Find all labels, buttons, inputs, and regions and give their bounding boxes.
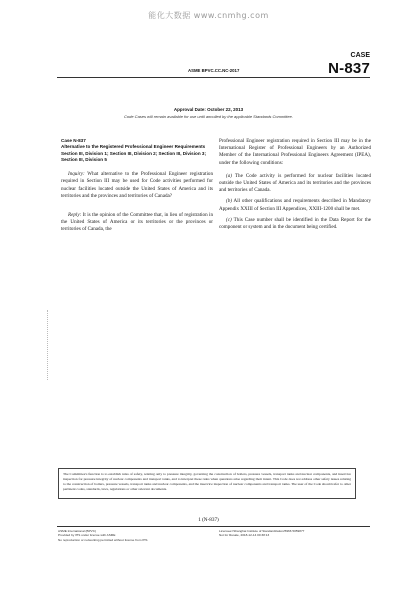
approval-date: Approval Date: October 22, 2013 [173, 107, 244, 112]
header-rule [57, 77, 370, 78]
case-number: N-837 [328, 60, 370, 77]
footer-left-line: No reproduction or networking permitted without license from IHS [58, 537, 148, 542]
condition-item [219, 217, 371, 231]
case-label: CASE [350, 52, 370, 59]
committee-function-box: The Committee's function is to establish rules of safety, relating only to pressure integrity, governing the construction of boilers, pressure vessels, transport tanks and nuclear components, and inservice inspection for pressure integrity of nuclear components and transport tanks, and to interpret these rules when questions arise regarding their intent. This Code does not address other safety issues relating to the construction of boilers, pressure vessels, transport tanks and nuclear components, and the inservice inspection of nuclear components and transport tanks. The user of the Code should refer to other pertinent codes, standards, laws, regulations or other relevant documents. [58, 468, 356, 499]
inquiry-text: What alternative to the Professional Engineer registration required in Section III may be used for Code activities performed for nuclear facilities located outside the United States of America and its territories and the provinces and territories of Canada? [61, 171, 213, 199]
footer-right [219, 529, 304, 538]
footer-rule [57, 526, 370, 527]
footer-right-line: Not for Resale, 2018-12-14 00:38:13 [219, 533, 270, 538]
condition-label: (a) [226, 172, 232, 179]
right-column [219, 138, 371, 231]
reply-text: It is the opinion of the Committee that, in lieu of registration in the United States of America or its territories or the provinces or territories of Canada, the [61, 212, 213, 233]
condition-label: (b) [226, 198, 232, 205]
conditions-list [219, 138, 371, 231]
left-column [61, 138, 213, 234]
condition-item [219, 173, 371, 195]
case-title: Alternative to the Registered Professional Engineer Requirements [61, 144, 206, 150]
reply-paragraph [61, 212, 213, 234]
reply-lead: Reply: [68, 212, 82, 218]
case-id: Case N-837 [61, 138, 86, 143]
code-identifier: ASME BPVC.CC.NC-2017 [188, 68, 240, 73]
margin-mark [47, 310, 50, 380]
case-heading [61, 138, 213, 163]
condition-text: The Code activity is performed for nuclear facilities located outside the United States of America and its territories and the provinces and territories of Canada. [219, 172, 371, 194]
condition-item [219, 198, 371, 212]
reply-continuation: Professional Engineer registration required in Section III may be in the International Register of Professional Engineers by an Authorized Member of the International Professional Engineers Agreement (IPEA), under the following conditions: [219, 138, 371, 166]
footer-left-line: Provided by IHS under license with ASME [58, 533, 116, 538]
case-scope: Section III, Division 1; Section III, Division 2; Section III, Division 3; Section III, Division 5 [61, 150, 206, 162]
inquiry-lead: Inquiry: [68, 171, 85, 178]
condition-text: This Case number shall be identified in the Data Report for the component or system and in the document being certified. [219, 216, 371, 231]
footer-left [58, 529, 147, 542]
page-number: 1 (N-837) [198, 517, 219, 523]
footer-left-line: ASME International (BPVC) [58, 529, 96, 533]
watermark-text: 能化大数据 www.cnmhg.com [148, 11, 269, 20]
availability-note: Code Cases will remain available for use until annulled by the applicable Standards Committee. [124, 114, 293, 119]
condition-label: (c) [226, 216, 232, 223]
condition-text: All other qualifications and requirements described in Mandatory Appendix XXIII of Section III Appendices, XXIII-1200 shall be met. [219, 198, 371, 212]
footer-right-line: Licensee=Shanghai Institute of Standardization/5966 5059877 [219, 529, 305, 533]
inquiry-paragraph [61, 171, 213, 200]
